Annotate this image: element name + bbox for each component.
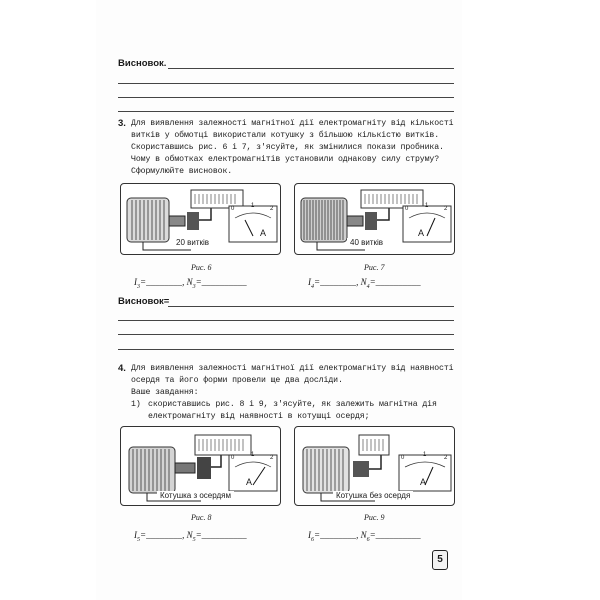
question-4-subtask-line: електромагніту від наявності в котушці осердя; <box>148 412 370 421</box>
question-4-line: осердя та його форми провели ще два досліди. <box>131 376 343 385</box>
question-3-line: Для виявлення залежності магнітної дії електромагніту від кількості <box>131 119 454 128</box>
answer-line[interactable] <box>118 334 454 335</box>
conclusion-heading-q3: Висновок= <box>118 296 170 307</box>
figure-9-electromagnet <box>294 426 455 506</box>
scale-2: 2 <box>444 206 448 212</box>
answer-line[interactable] <box>118 320 454 321</box>
figure-7-electromagnet <box>294 183 455 255</box>
scale-2: 2 <box>270 206 274 212</box>
question-3-number: 3. <box>118 118 126 129</box>
figure-6-caption: Рис. 6 <box>191 263 212 272</box>
figure-7-label: 40 витків <box>347 238 386 247</box>
page-number: 5 <box>432 550 448 570</box>
figure-8-caption: Рис. 8 <box>191 513 212 522</box>
current-field-3[interactable]: $I_3=\_\_\_\_\_\_\_\_$, $N_3=\_\_\_\_\_\_\_\_\_\_$ <box>134 277 247 290</box>
question-4-number: 4. <box>118 363 126 374</box>
question-3-line: Скориставшись рис. 6 і 7, з'ясуйте, як змінилися покази пробника. <box>131 143 444 152</box>
question-4-subtask-line: скориставшись рис. 8 і 9, з'ясуйте, як залежить магнітна дія <box>148 400 437 409</box>
answer-line[interactable] <box>168 68 454 69</box>
current-field-6[interactable]: $I_6=\_\_\_\_\_\_\_\_$, $N_6=\_\_\_\_\_\_\_\_\_\_$ <box>308 530 421 543</box>
answer-line[interactable] <box>118 349 454 350</box>
current-field-4[interactable]: $I_4=\_\_\_\_\_\_\_\_$, $N_4=\_\_\_\_\_\_\_\_\_\_$ <box>308 277 421 290</box>
scale-2: 2 <box>270 455 274 461</box>
scale-1: 1 <box>425 203 429 209</box>
figure-7-caption: Рис. 7 <box>364 263 385 272</box>
ammeter-unit: A <box>418 228 425 238</box>
answer-line[interactable] <box>168 306 454 307</box>
scale-1: 1 <box>423 452 427 458</box>
ammeter-unit: A <box>246 477 253 487</box>
scale-1: 1 <box>251 203 255 209</box>
figure-9-caption: Рис. 9 <box>364 513 385 522</box>
question-4-line: Для виявлення залежності магнітної дії електромагніту від наявності <box>131 364 454 373</box>
figure-6-electromagnet <box>120 183 281 255</box>
question-4-line: Ваше завдання: <box>131 388 199 397</box>
figure-6-label: 20 витків <box>173 238 212 247</box>
answer-line[interactable] <box>118 97 454 98</box>
current-field-5[interactable]: $I_5=\_\_\_\_\_\_\_\_$, $N_5=\_\_\_\_\_\_\_\_\_\_$ <box>134 530 247 543</box>
question-3-line: Чому в обмотках електромагнітів установили однакову силу струму? <box>131 155 440 164</box>
question-4-subtask-number: 1) <box>131 400 141 409</box>
figure-8-electromagnet <box>120 426 281 506</box>
answer-line[interactable] <box>118 111 454 112</box>
ammeter-unit: A <box>260 228 267 238</box>
question-3-line: Сформулюйте висновок. <box>131 167 233 176</box>
scale-0: 0 <box>401 455 405 461</box>
scale-2: 2 <box>444 455 448 461</box>
figure-9-label: Котушка без осердя <box>333 491 413 500</box>
question-3-line: витків у обмотці використали котушку з більшою кількістю витків. <box>131 131 440 140</box>
scale-0: 0 <box>231 206 235 212</box>
scale-0: 0 <box>405 206 409 212</box>
conclusion-heading-top: Висновок. <box>118 58 167 69</box>
scale-0: 0 <box>231 455 235 461</box>
scale-1: 1 <box>251 452 255 458</box>
ammeter-unit: A <box>420 477 427 487</box>
answer-line[interactable] <box>118 83 454 84</box>
figure-8-label: Котушка з осердям <box>157 491 234 500</box>
